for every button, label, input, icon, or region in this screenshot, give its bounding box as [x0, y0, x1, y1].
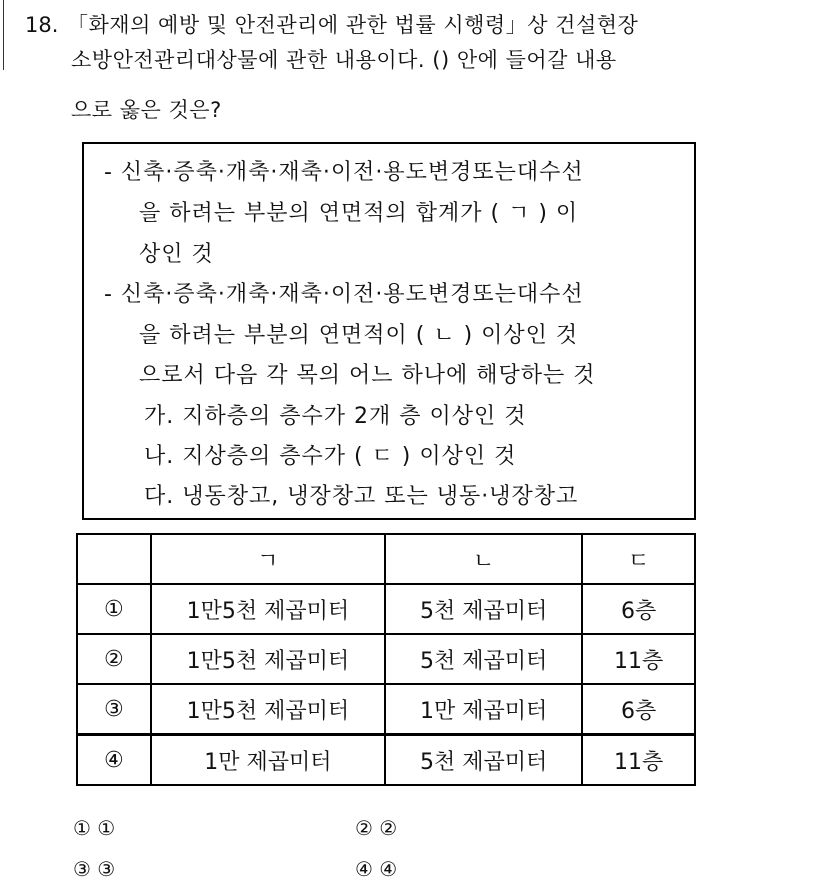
option-marker: ③: [73, 857, 91, 881]
page-margin-line: [3, 0, 4, 70]
table-header-row: [77, 534, 695, 584]
box-line-8: 나. 지상층의 층수가 ( ㄷ ) 이상인 것: [144, 444, 517, 469]
table-cell: ③: [77, 684, 151, 735]
table-header-cell: ㄷ: [582, 534, 695, 584]
table-cell: ②: [77, 634, 151, 684]
option-marker: ②: [355, 816, 373, 840]
table-cell: 1만5천 제곱미터: [151, 684, 385, 735]
option-value: ④: [379, 857, 398, 881]
box-line-7: 가. 지하층의 층수가 2개 층 이상인 것: [144, 404, 527, 429]
table-row: [77, 735, 695, 786]
question-text-line-3: 으로 옳은 것은?: [71, 98, 222, 122]
option-marker: ①: [73, 816, 91, 840]
question-text-line-2: 소방안전관리대상물에 관한 내용이다. () 안에 들어갈 내용: [71, 48, 617, 72]
option-value: ②: [379, 816, 398, 840]
table-header-cell: [77, 534, 151, 584]
table-cell: 11층: [582, 634, 695, 684]
table-cell: ①: [77, 584, 151, 634]
box-line-3: 상인 것: [139, 242, 214, 267]
table-cell: 5천 제곱미터: [385, 735, 582, 786]
table-row: [77, 584, 695, 634]
box-line-5: 을 하려는 부분의 연면적이 ( ㄴ ) 이상인 것: [139, 323, 579, 348]
box-line-1: - 신축·증축·개축·재축·이전·용도변경또는대수선: [104, 160, 584, 185]
table-cell: 5천 제곱미터: [385, 584, 582, 634]
option-marker: ④: [355, 857, 373, 881]
table-header-cell: ㄴ: [385, 534, 582, 584]
table-cell: 6층: [582, 684, 695, 735]
box-line-6: 으로서 다음 각 목의 어느 하나에 해당하는 것: [139, 363, 596, 388]
option-value: ③: [97, 857, 116, 881]
table-row: [77, 634, 695, 684]
condition-box: [82, 142, 696, 520]
table-cell: 1만 제곱미터: [151, 735, 385, 786]
option-3[interactable]: [73, 856, 115, 882]
option-value: ①: [97, 816, 116, 840]
table-cell: ④: [77, 735, 151, 786]
table-cell: 1만 제곱미터: [385, 684, 582, 735]
table-header-cell: ㄱ: [151, 534, 385, 584]
table-cell: 1만5천 제곱미터: [151, 634, 385, 684]
table-cell: 11층: [582, 735, 695, 786]
question-text-line-1: 「화재의 예방 및 안전관리에 관한 법률 시행령」상 건설현장: [67, 13, 639, 37]
option-1[interactable]: [73, 815, 115, 841]
box-line-9: 다. 냉동창고, 냉장창고 또는 냉동·냉장창고: [144, 484, 579, 509]
table-row: [77, 684, 695, 735]
table-cell: 5천 제곱미터: [385, 634, 582, 684]
option-4[interactable]: [355, 856, 397, 882]
box-line-4: - 신축·증축·개축·재축·이전·용도변경또는대수선: [104, 282, 584, 307]
box-line-2: 을 하려는 부분의 연면적의 합계가 ( ㄱ ) 이: [139, 201, 579, 226]
table-cell: 6층: [582, 584, 695, 634]
answer-table: [76, 533, 696, 786]
option-2[interactable]: [355, 815, 397, 841]
question-number: 18.: [25, 13, 59, 37]
table-cell: 1만5천 제곱미터: [151, 584, 385, 634]
